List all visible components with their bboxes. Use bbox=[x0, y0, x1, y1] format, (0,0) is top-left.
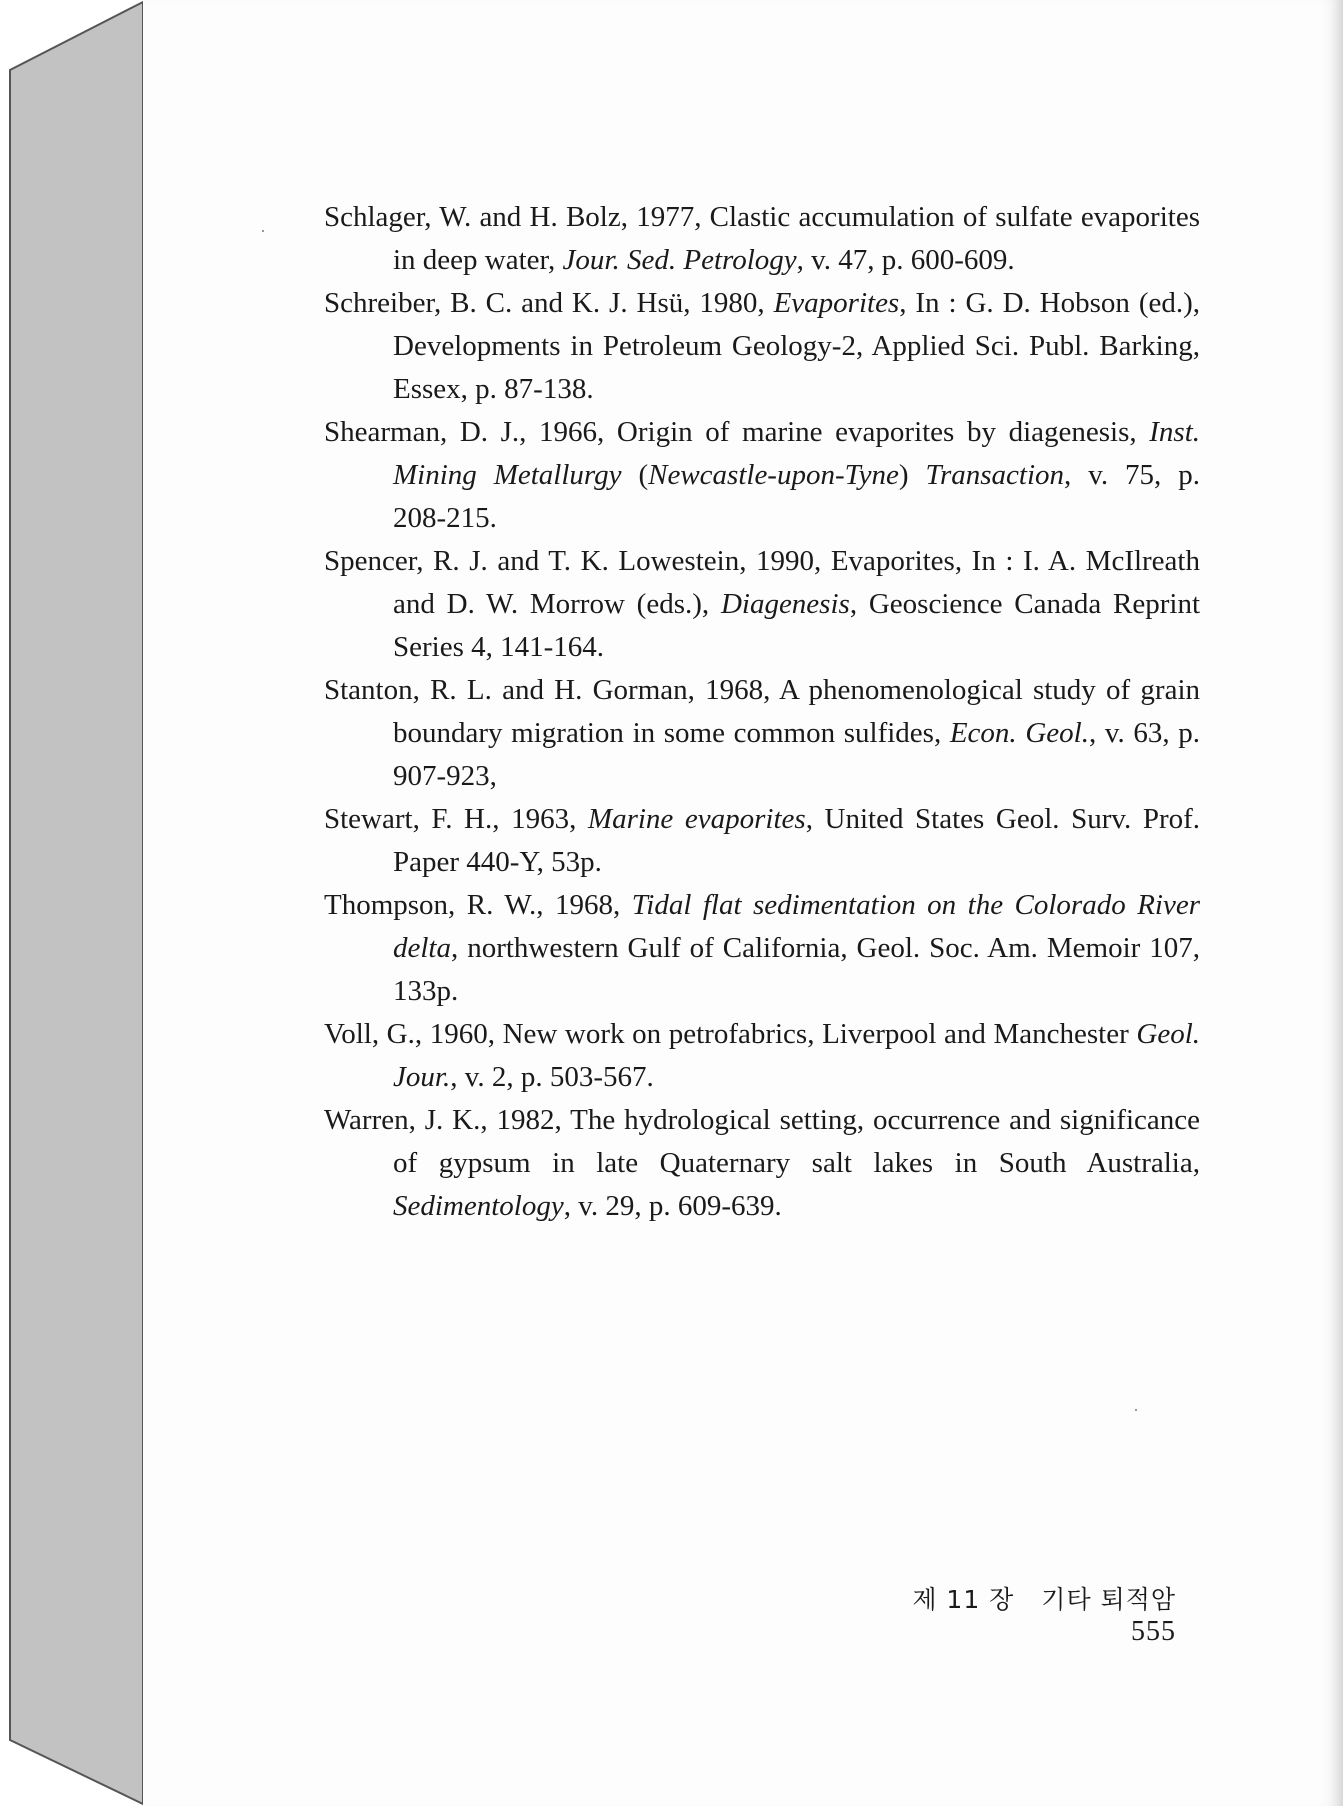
reference-text: ) bbox=[898, 459, 926, 491]
reference-text: Spencer, R. J. and T. K. Lowestein, 1990, Evaporites, In : I. A. McIlreath and D. W. Morrow (eds.), bbox=[324, 545, 1200, 620]
reference-italic-text: Evaporites bbox=[773, 287, 900, 319]
reference-italic-text: Transaction bbox=[925, 459, 1065, 491]
dust-speck bbox=[1135, 1409, 1137, 1411]
reference-entry-stewart bbox=[324, 798, 1200, 884]
reference-italic-text: Sedimentology bbox=[393, 1190, 564, 1222]
dust-speck bbox=[262, 230, 264, 232]
reference-italic-text: Tidal flat sedimentation on the Colorado River delta bbox=[393, 889, 1200, 964]
reference-text: Thompson, R. W., 1968, bbox=[324, 889, 632, 921]
reference-entry-thompson bbox=[324, 884, 1200, 1013]
reference-text: , In : G. D. Hobson (ed.), Developments in Petroleum Geology-2, Applied Sci. Publ. Barking, Essex, p. 87-138. bbox=[393, 287, 1201, 405]
reference-text: , v. 75, p. 208-215. bbox=[393, 459, 1200, 534]
chapter-title: 기타 퇴적암 bbox=[1041, 1585, 1176, 1614]
reference-list bbox=[324, 196, 1200, 1228]
reference-text: Stewart, F. H., 1963, bbox=[324, 803, 588, 835]
page-footer bbox=[860, 1580, 1176, 1648]
reference-entry-spencer bbox=[324, 540, 1200, 669]
reference-text: , United States Geol. Surv. Prof. Paper 440-Y, 53p. bbox=[393, 803, 1201, 878]
reference-text: , v. 47, p. 600-609. bbox=[796, 244, 1015, 276]
reference-italic-text: Marine evaporites bbox=[587, 803, 806, 835]
reference-text: Schreiber, B. C. and K. J. Hsü, 1980, bbox=[324, 287, 774, 319]
reference-text: , v. 2, p. 503-567. bbox=[450, 1061, 654, 1093]
reference-italic-text: Inst. Mining Metallurgy bbox=[393, 416, 1200, 491]
reference-text: , v. 29, p. 609-639. bbox=[563, 1190, 782, 1222]
chapter-label: 제 11 장 bbox=[912, 1585, 1015, 1614]
reference-entry-shearman bbox=[324, 411, 1200, 540]
reference-text: ( bbox=[621, 459, 649, 491]
reference-text: Warren, J. K., 1982, The hydrological setting, occurrence and significance of gypsum in late Quaternary salt lakes in South Australia, bbox=[324, 1104, 1200, 1179]
reference-entry-schlager bbox=[324, 196, 1200, 282]
reference-entry-warren bbox=[324, 1099, 1200, 1228]
reference-entry-schreiber bbox=[324, 282, 1200, 411]
reference-italic-text: Diagenesis bbox=[720, 588, 850, 620]
reference-italic-text: Jour. Sed. Petrology bbox=[562, 244, 797, 276]
reference-text: Shearman, D. J., 1966, Origin of marine evaporites by diagenesis, bbox=[324, 416, 1150, 448]
reference-text: Schlager, W. and H. Bolz, 1977, Clastic accumulation of sulfate evaporites in deep water, bbox=[324, 201, 1200, 276]
page-number: 555 bbox=[1131, 1616, 1176, 1647]
reference-text: Voll, G., 1960, New work on petrofabrics, Liverpool and Manchester bbox=[324, 1018, 1137, 1050]
spine-face bbox=[10, 2, 143, 1804]
reference-italic-text: Newcastle-upon-Tyne bbox=[648, 459, 899, 491]
reference-entry-voll bbox=[324, 1013, 1200, 1099]
reference-text: , Geoscience Canada Reprint Series 4, 141-164. bbox=[393, 588, 1200, 663]
reference-entry-stanton bbox=[324, 669, 1200, 798]
reference-text: Stanton, R. L. and H. Gorman, 1968, A phenomenological study of grain boundary migration in some common sulfides, bbox=[324, 674, 1200, 749]
reference-italic-text: Econ. Geol. bbox=[949, 717, 1089, 749]
reference-italic-text: Geol. Jour. bbox=[393, 1018, 1200, 1093]
reference-text: , northwestern Gulf of California, Geol. Soc. Am. Memoir 107, 133p. bbox=[393, 932, 1200, 1007]
reference-text: , v. 63, p. 907-923, bbox=[393, 717, 1200, 792]
